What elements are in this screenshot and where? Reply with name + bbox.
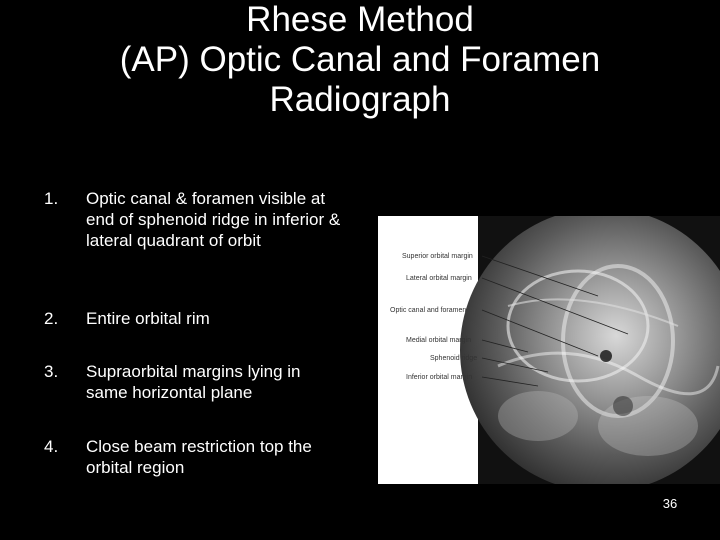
label-optic-canal-and-foramen: Optic canal and foramen bbox=[390, 307, 467, 314]
radiograph-figure bbox=[378, 216, 720, 484]
title-line-3: Radiograph bbox=[269, 80, 451, 119]
radiograph-image bbox=[378, 216, 720, 484]
list-item-text: Supraorbital margins lying in same horizontal plane bbox=[86, 362, 301, 402]
list-item-text: Entire orbital rim bbox=[86, 309, 210, 328]
title-line-2: (AP) Optic Canal and Foramen bbox=[119, 40, 601, 79]
list-item-number: 3. bbox=[44, 362, 59, 381]
slide-number: 36 bbox=[662, 496, 678, 511]
label-sphenoid-ridge: Sphenoid ridge bbox=[430, 355, 478, 362]
title-line-1: Rhese Method bbox=[246, 0, 474, 39]
label-lateral-orbital-margin: Lateral orbital margin bbox=[406, 275, 472, 282]
slide-title bbox=[40, 0, 680, 120]
list-item-number: 4. bbox=[44, 437, 59, 456]
label-inferior-orbital-margin: Inferior orbital margin bbox=[406, 374, 473, 381]
label-superior-orbital-margin: Superior orbital margin bbox=[402, 253, 473, 260]
label-medial-orbital-margin: Medial orbital margin bbox=[406, 337, 471, 344]
list-item-text: Optic canal & foramen visible at end of sphenoid ridge in inferior & lateral quadrant of orbit bbox=[86, 189, 341, 250]
list-item-number: 2. bbox=[44, 309, 59, 328]
list-item-text: Close beam restriction top the orbital region bbox=[86, 437, 312, 477]
list-item-number: 1. bbox=[44, 189, 59, 208]
